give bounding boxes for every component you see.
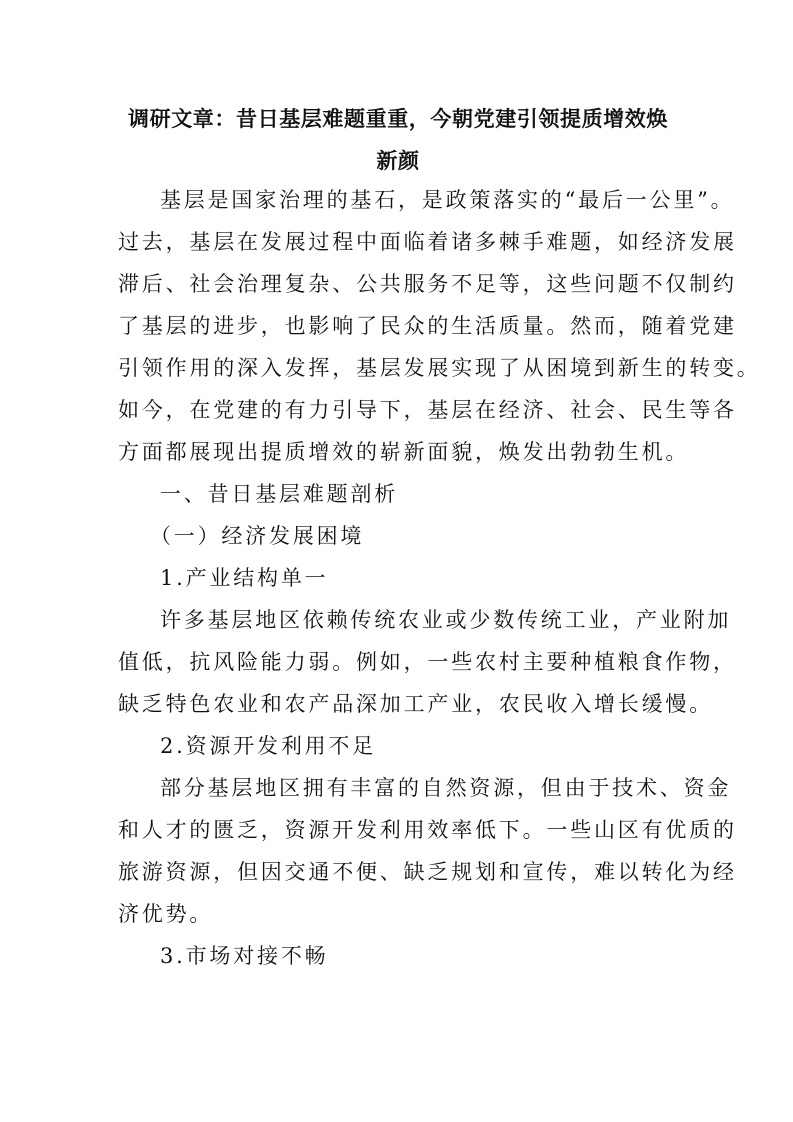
text-line: 部分基层地区拥有丰富的自然资源，但由于技术、资金 — [160, 776, 732, 800]
section-heading: 一、昔日基层难题剖析 — [160, 482, 398, 506]
subsection-heading: （一）经济发展困境 — [150, 524, 365, 548]
text-line: 如今，在党建的有力引导下，基层在经济、社会、民生等各 — [118, 398, 737, 422]
text-line: 过去，基层在发展过程中面临着诸多棘手难题，如经济发展 — [118, 230, 737, 254]
text-line: 引领作用的深入发挥，基层发展实现了从困境到新生的转变。 — [118, 356, 761, 380]
item-heading: 2.资源开发利用不足 — [160, 734, 377, 758]
text-line: 值低，抗风险能力弱。例如，一些农村主要种植粮食作物， — [118, 650, 737, 674]
text-line: 济优势。 — [118, 902, 214, 926]
text-line: 许多基层地区依赖传统农业或少数传统工业，产业附加 — [160, 608, 732, 632]
text-line: 滞后、社会治理复杂、公共服务不足等，这些问题不仅制约 — [118, 272, 737, 296]
text-line: 缺乏特色农业和农产品深加工产业，农民收入增长缓慢。 — [118, 692, 713, 716]
item-heading: 3.市场对接不畅 — [160, 944, 329, 968]
item-heading: 1.产业结构单一 — [160, 566, 329, 590]
text-line: 旅游资源，但因交通不便、缺乏规划和宣传，难以转化为经 — [118, 860, 737, 884]
text-line: 基层是国家治理的基石，是政策落实的“最后一公里”。 — [160, 188, 735, 212]
text-line: 和人才的匮乏，资源开发利用效率低下。一些山区有优质的 — [118, 818, 737, 842]
text-line: 了基层的进步，也影响了民众的生活质量。然而，随着党建 — [118, 314, 737, 338]
article-title: 调研文章：昔日基层难题重重，今朝党建引领提质增效焕新颜 — [128, 107, 668, 173]
text-line: 方面都展现出提质增效的崭新面貌，焕发出勃勃生机。 — [118, 440, 690, 464]
